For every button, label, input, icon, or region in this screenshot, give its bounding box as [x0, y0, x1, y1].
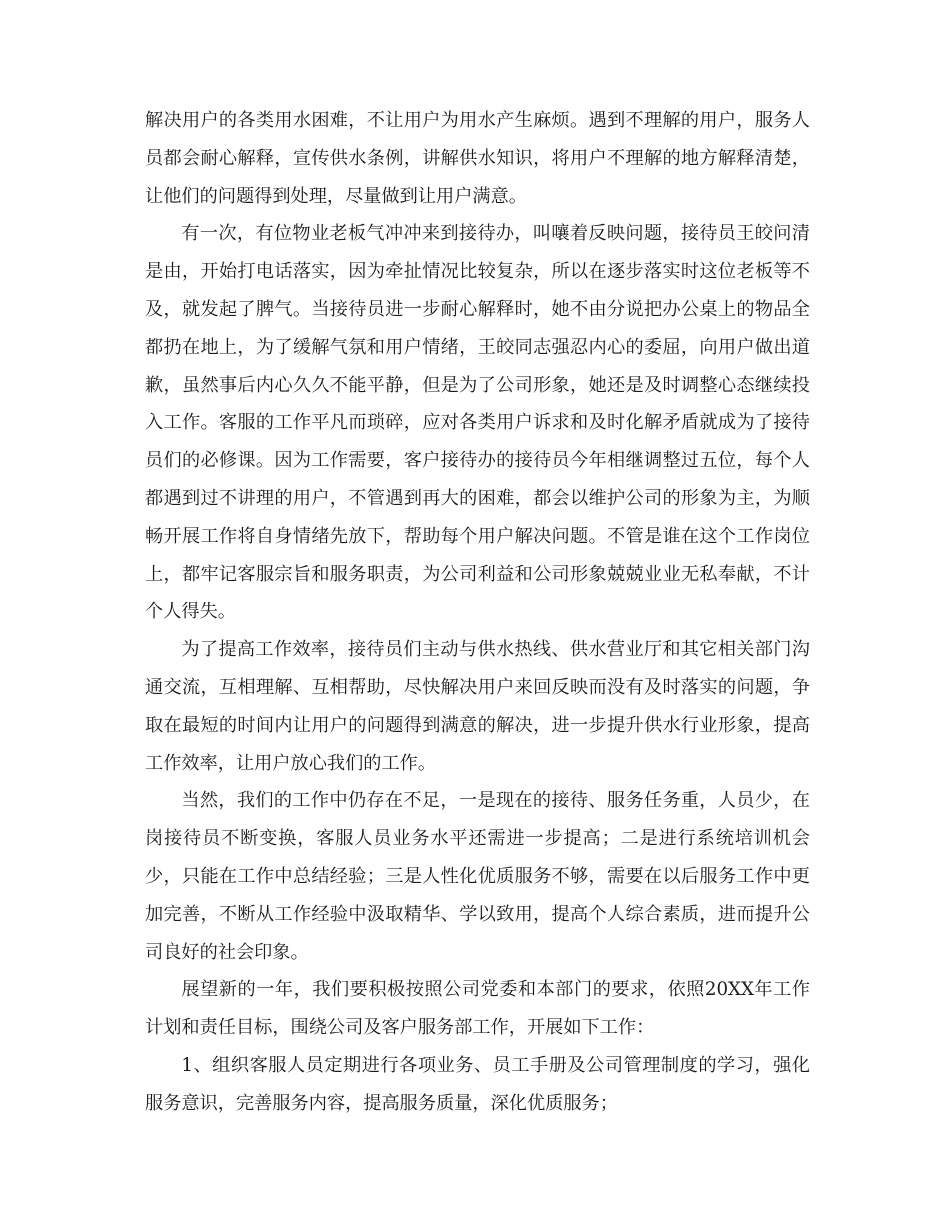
paragraph-4: 当然，我们的工作中仍存在不足，一是现在的接待、服务任务重，人员少，在岗接待员不断变换，客服人员业务水平还需进一步提高；二是进行系统培训机会少，只能在工作中总结经验；三是人性化优质服务不够，需要在以后服务工作中更加完善，不断从工作经验中汲取精华、学以致用，提高个人综合素质，进而提升公司良好的社会印象。: [145, 790, 810, 963]
paragraph-3: 为了提高工作效率，接待员们主动与供水热线、供水营业厅和其它相关部门沟通交流，互相理解、互相帮助，尽快解决用户来回反映而没有及时落实的问题，争取在最短的时间内让用户的问题得到满意的解决，进一步提升供水行业形象，提高工作效率，让用户放心我们的工作。: [145, 639, 810, 774]
paragraph-5: 展望新的一年，我们要积极按照公司党委和本部门的要求，依照20XX年工作计划和责任目标，围绕公司及客户服务部工作，开展如下工作：: [145, 979, 810, 1039]
paragraph-2: 有一次，有位物业老板气冲冲来到接待办，叫嚷着反映问题，接待员王皎问清是由，开始打电话落实，因为牵扯情况比较复杂，所以在逐步落实时这位老板等不及，就发起了脾气。当接待员进一步耐心解释时，她不由分说把办公桌上的物品全都扔在地上，为了缓解气氛和用户情绪，王皎同志强忍内心的委屈，向用户做出道歉，虽然事后内心久久不能平静，但是为了公司形象，她还是及时调整心态继续投入工作。客服的工作平凡而琐碎，应对各类用户诉求和及时化解矛盾就成为了接待员们的必修课。因为工作需要，客户接待办的接待员今年相继调整过五位，每个人都遇到过不讲理的用户，不管遇到再大的困难，都会以维护公司的形象为主，为顺畅开展工作将自身情绪先放下，帮助每个用户解决问题。不管是谁在这个工作岗位上，都牢记客服宗旨和服务职责，为公司利益和公司形象兢兢业业无私奉献，不计个人得失。: [145, 223, 810, 623]
document-body: [145, 102, 810, 1123]
paragraph-6: 1、组织客服人员定期进行各项业务、员工手册及公司管理制度的学习，强化服务意识，完善服务内容，提高服务质量，深化优质服务；: [145, 1054, 810, 1114]
paragraph-1: 解决用户的各类用水困难，不让用户为用水产生麻烦。遇到不理解的用户，服务人员都会耐心解释，宣传供水条例，讲解供水知识，将用户不理解的地方解释清楚，让他们的问题得到处理，尽量做到让用户满意。: [145, 110, 810, 207]
